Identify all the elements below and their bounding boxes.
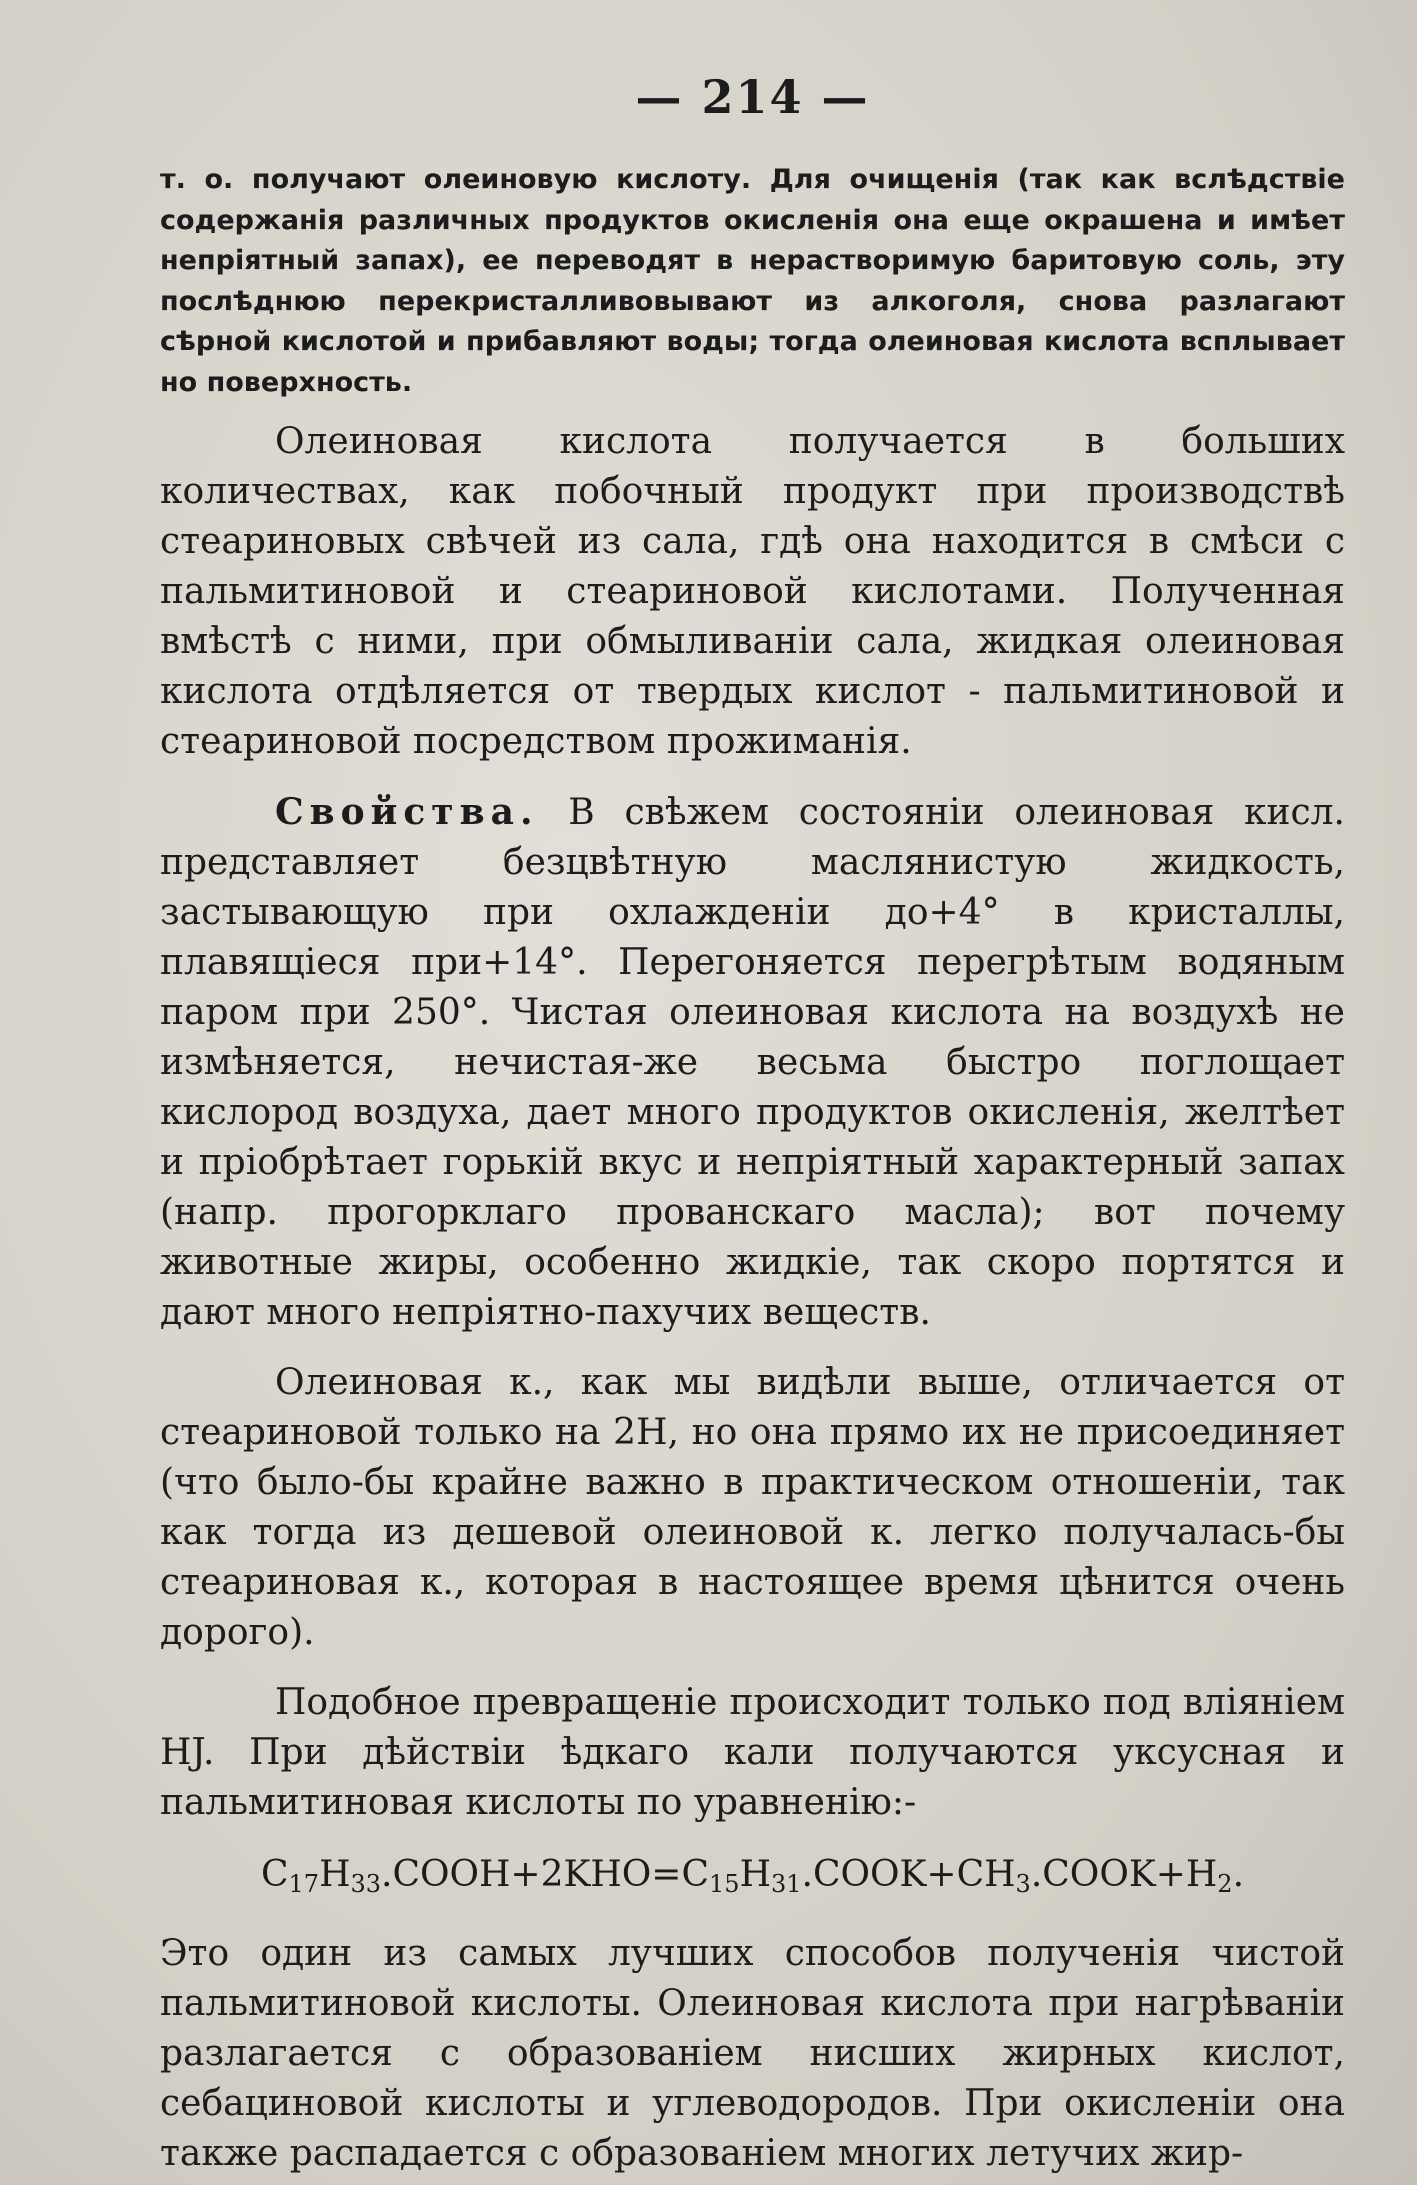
paragraph-production: Олеиновая кислота получается в больших количествах, как побочный продукт при производствѣ стеариновых свѣчей из сала, гдѣ она находится в смѣси с пальмитиновой и стеариновой кислотами. Полученная вмѣстѣ с ними, при обмыливаніи сала, жидкая олеиновая кислота отдѣляется от твердых кислот - пальмитиновой и стеариновой посредством прожиманія. bbox=[160, 421, 1345, 762]
page-number: — 214 — bbox=[635, 70, 870, 124]
paragraph-conversion: Подобное превращеніе происходит только под вліяніем HJ. При дѣйствіи ѣдкаго кали получаются уксусная и пальмитиновая кислоты по уравненію:- bbox=[160, 1682, 1345, 1823]
section-heading-properties: Свойства. bbox=[275, 791, 539, 833]
paragraph-properties-text: В свѣжем состояніи олеиновая кисл. представляет безцвѣтную маслянистую жидкость, застывающую при охлажденіи до+4° в кристаллы, плавящіеся при+14°. Перегоняется перегрѣтым водяным паром при 250°. Чистая олеиновая кислота на воздухѣ не измѣняется, нечистая-же весьма быстро поглощает кислород воздуха, дает много продуктов окисленія, желтѣет и пріобрѣтает горькій вкус и непріятный характерный запах (напр. прогорклаго прованскаго масла); вот почему животные жиры, особенно жидкіе, так скоро портятся и дают много непріятно-пахучих веществ. bbox=[160, 792, 1345, 1333]
paragraph-properties bbox=[160, 787, 1345, 1338]
paragraph-decomposition: Это один из самых лучших способов полученія чистой пальмитиновой кислоты. Олеиновая кислота при нагрѣваніи разлагается с образованіем нисших жирных кислот, себациновой кислоты и углеводородов. При окисленіи она также распадается с образованіем многих летучих жир- bbox=[160, 1933, 1345, 2174]
paragraph-hydrogenation: Олеиновая к., как мы видѣли выше, отличается от стеариновой только на 2Н, но она прямо их не присоединяет (что было-бы крайне важно в практическом отношеніи, так как тогда из дешевой олеиновой к. легко получалась-бы стеариновая к., которая в настоящее время цѣнится очень дорого). bbox=[160, 1362, 1345, 1653]
paragraph-purification: т. о. получают олеиновую кислоту. Для очищенія (так как вслѣдствіе содержанія различных продуктов окисленія она еще окрашена и имѣет непріятный запах), ее переводят в нерастворимую баритовую соль, эту послѣднюю перекристалливовывают из алкоголя, снова разлагают сѣрной кислотой и прибавляют воды; тогда олеиновая кислота всплывает но поверхность. bbox=[160, 164, 1345, 398]
chemical-equation: $C_{17}H_{33}.COOH+2KHO=C_{15}H_{31}.COOK+CH_3.COOK+H_2$. bbox=[260, 1854, 1245, 1898]
